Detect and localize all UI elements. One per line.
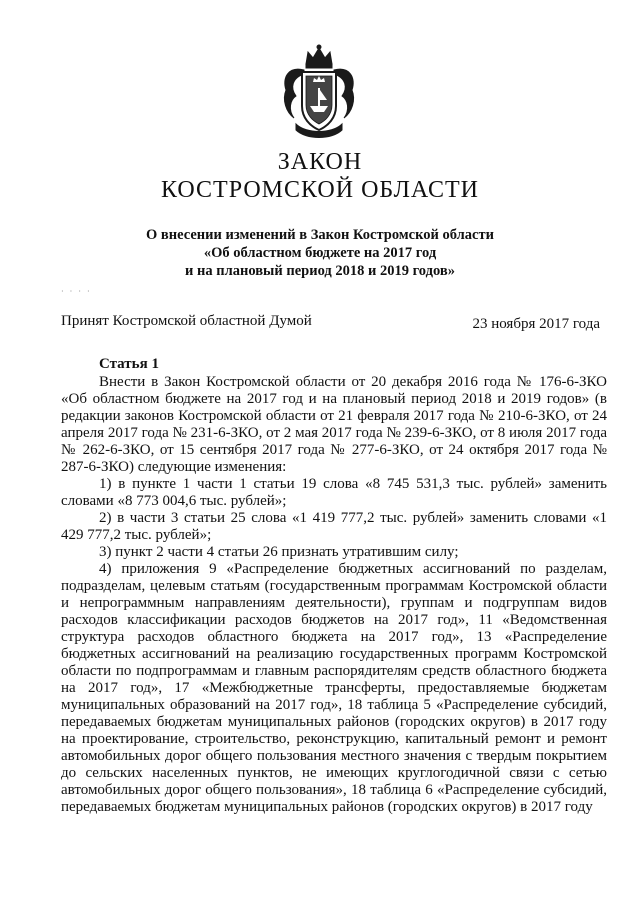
paragraph: 1) в пункте 1 части 1 статьи 19 слова «8 745 531,3 тыс. рублей» заменить словами «8 773 004,6 тыс. рублей»; xyxy=(61,476,607,509)
paragraph: Внести в Закон Костромской области от 20 декабря 2016 года № 176-6-ЗКО «Об областном бюджете на 2017 год и на плановый период 2018 и 2019 годов» (в редакции законов Костромской области от 21 февраля 2017 года № 210-6-ЗКО, от 24 апреля 2017 года № 231-6-ЗКО, от 2 мая 2017 года № 239-6-ЗКО, от 8 июля 2017 года № 262-6-ЗКО, от 15 сентября 2017 года № 277-6-ЗКО, от 24 октября 2017 года № 287-6-ЗКО) следующие изменения: xyxy=(61,374,607,475)
paragraph: 3) пункт 2 части 4 статьи 26 признать утратившим силу; xyxy=(99,544,459,560)
paragraph: 2) в части 3 статьи 25 слова «1 419 777,2 тыс. рублей» заменить словами «1 429 777,2 тыс. рублей»; xyxy=(61,510,607,543)
subtitle-line: и на плановый период 2018 и 2019 годов» xyxy=(185,263,455,279)
adopted-date: 23 ноября 2017 года xyxy=(472,316,600,332)
scan-specks: · · · · xyxy=(61,287,92,296)
adopted-by: Принят Костромской областной Думой xyxy=(61,313,312,329)
paragraph: 4) приложения 9 «Распределение бюджетных ассигнований по разделам, подразделам, целевым статьям (государственным программам Костромской области и непрограммным направлениям деятельности), группам и подгруппам видов расходов классификации расходов бюджетов на 2017 год», 11 «Ведомственная структура расходов областного бюджета на 2017 год», 13 «Распределение бюджетных ассигнований на реализацию государственных программ Костромской области по подпрограммам и главным распорядителям средств областного бюджета на 2017 год», 17 «Межбюджетные трансферты, предоставляемые бюджетам муниципальных образований на 2017 год», 18 таблица 5 «Распределение субсидий, передаваемых бюджетам муниципальных районов (городских округов) в 2017 году на проектирование, строительство, реконструкцию, капитальный ремонт и ремонт автомобильных дорог общего пользования местного значения с твердым покрытием до сельских населенных пунктов, не имеющих круглогодичной связи с сетью автомобильных дорог общего пользования», 18 таблица 6 «Распределение субсидий, передаваемых бюджетам муниципальных районов (городских округов) в 2017 году xyxy=(61,561,607,815)
law-title: ЗАКОН xyxy=(277,149,363,175)
subtitle-line: О внесении изменений в Закон Костромской области xyxy=(146,227,494,243)
law-region-title: КОСТРОМСКОЙ ОБЛАСТИ xyxy=(160,177,480,203)
law-subtitle xyxy=(60,226,580,280)
law-body xyxy=(61,356,607,816)
coat-of-arms-icon xyxy=(278,44,360,140)
article-heading: Статья 1 xyxy=(99,356,159,372)
subtitle-line: «Об областном бюджете на 2017 год xyxy=(203,245,437,261)
